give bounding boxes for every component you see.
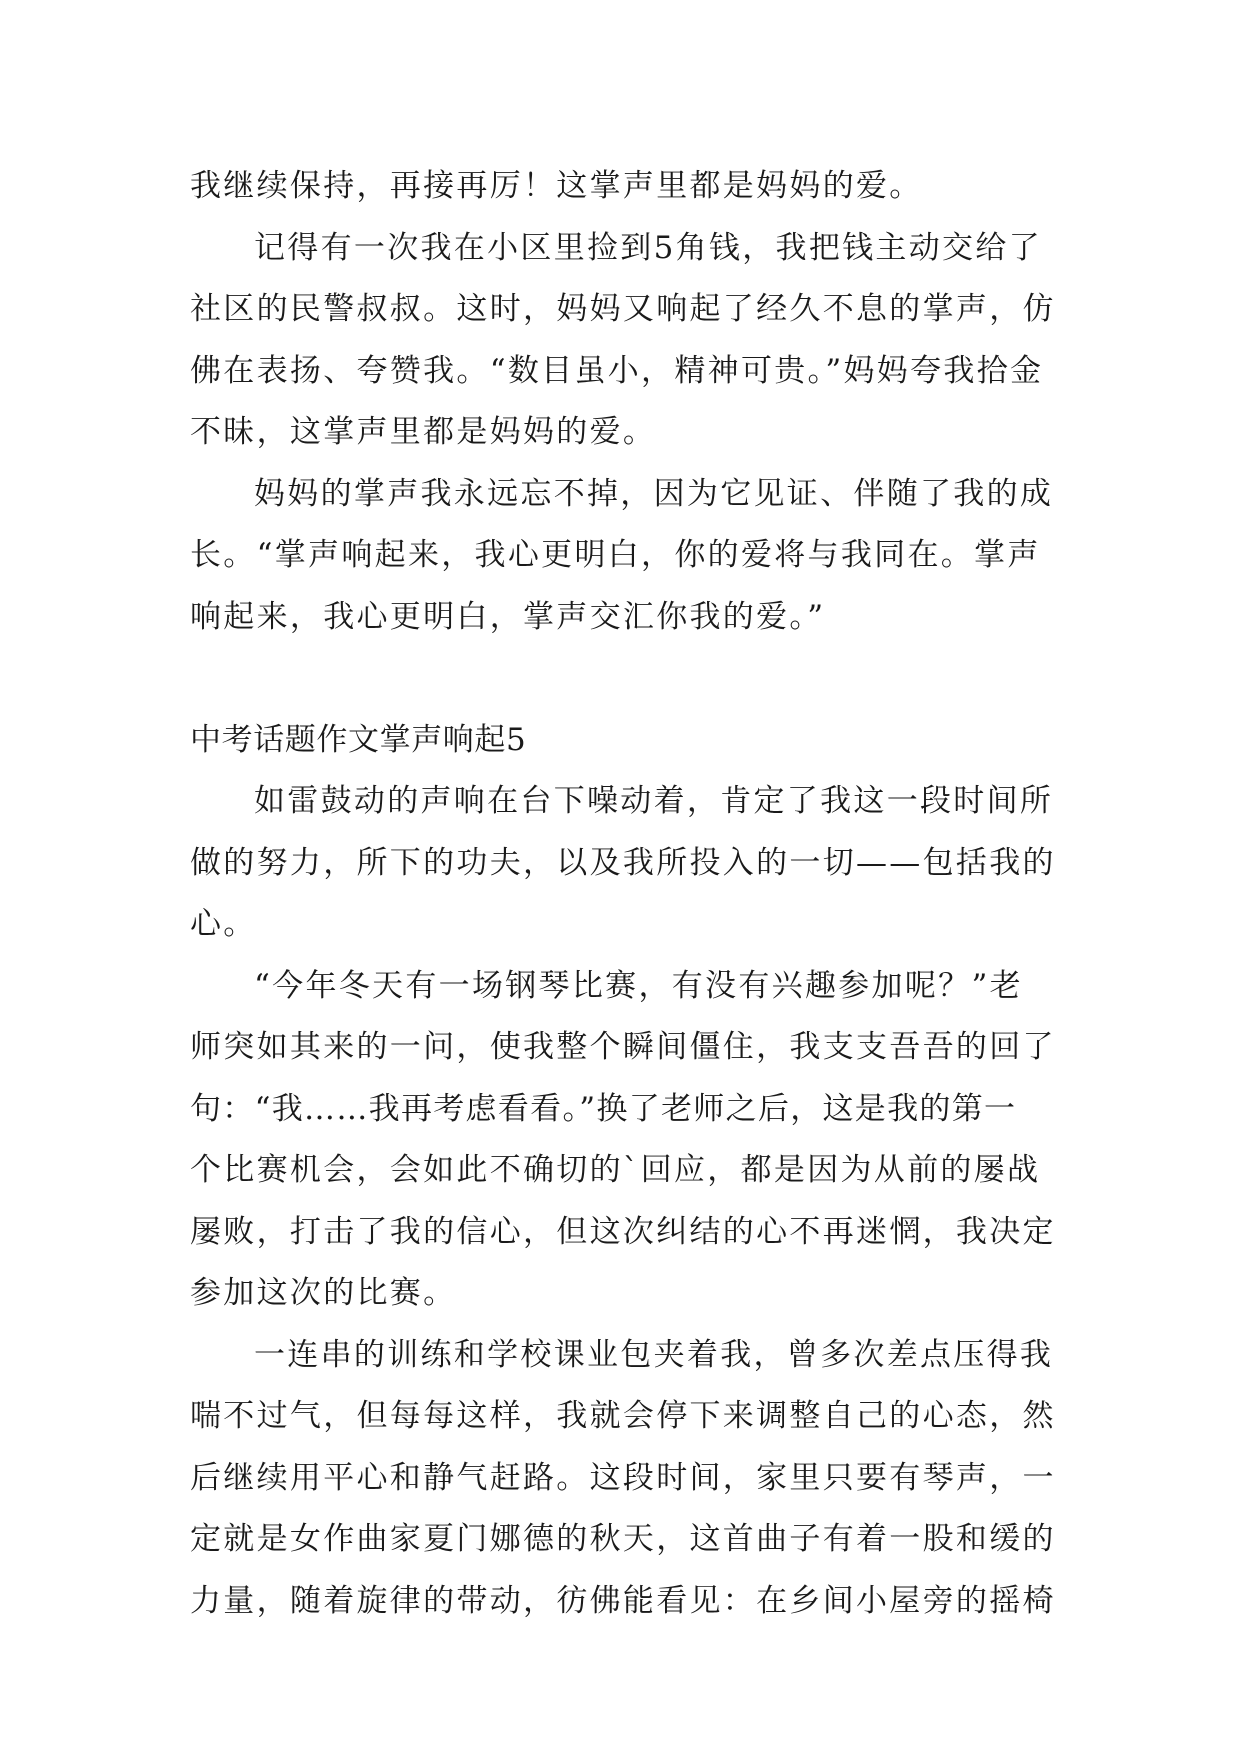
document-body	[190, 156, 1056, 1632]
text-line: 佛在表扬、夸赞我。“数目虽小，精神可贵。”妈妈夸我拾金	[190, 352, 1044, 389]
text-line: 师突如其来的一问，使我整个瞬间僵住，我支支吾吾的回了	[190, 1029, 1056, 1065]
section-heading: 中考话题作文掌声响起5	[190, 721, 527, 758]
text-line: 喘不过气，但每每这样，我就会停下来调整自己的心态，然	[190, 1398, 1056, 1434]
paragraph	[190, 464, 1054, 649]
text-line: 力量，随着旋律的带动，彷佛能看见：在乡间小屋旁的摇椅	[190, 1582, 1056, 1619]
text-line: 屡败，打击了我的信心，但这次纠结的心不再迷惘，我决定	[190, 1213, 1056, 1250]
paragraph-spacer	[190, 648, 1050, 710]
text-line: 个比赛机会，会如此不确切的`回应，都是因为从前的屡战	[190, 1152, 1041, 1188]
text-line: 后继续用平心和静气赶路。这段时间，家里只要有琴声，一	[190, 1459, 1056, 1496]
text-line: 句：“我……我再考虑看看。”换了老师之后，这是我的第一	[190, 1090, 1017, 1127]
text-line: 记得有一次我在小区里捡到5角钱，我把钱主动交给了	[254, 229, 1042, 266]
text-line: 响起来，我心更明白，掌声交汇你我的爱。”	[190, 598, 826, 635]
text-line: 心。	[190, 906, 257, 942]
text-line: 如雷鼓动的声响在台下噪动着，肯定了我这一段时间所	[254, 783, 1054, 819]
paragraph	[190, 1325, 1056, 1633]
text-line: 不昧，这掌声里都是妈妈的爱。	[190, 414, 657, 450]
paragraph	[190, 771, 1056, 956]
text-line: “今年冬天有一场钢琴比赛，有没有兴趣参加呢？”老	[254, 967, 1023, 1004]
text-line: 长。“掌声响起来，我心更明白，你的爱将与我同在。掌声	[190, 537, 1041, 573]
text-line: 妈妈的掌声我永远忘不掉，因为它见证、伴随了我的成	[254, 475, 1054, 512]
paragraph	[190, 956, 1056, 1325]
text-line: 社区的民警叔叔。这时，妈妈又响起了经久不息的掌声，仿	[190, 291, 1056, 327]
text-line: 我继续保持，再接再厉！这掌声里都是妈妈的爱。	[190, 168, 923, 204]
text-line: 定就是女作曲家夏门娜德的秋天，这首曲子有着一股和缓的	[190, 1521, 1056, 1557]
paragraph	[190, 156, 1050, 218]
text-line: 参加这次的比赛。	[190, 1275, 457, 1311]
paragraph	[190, 218, 1056, 464]
text-line: 做的努力，所下的功夫，以及我所投入的一切——包括我的	[190, 844, 1056, 881]
text-line: 一连串的训练和学校课业包夹着我，曾多次差点压得我	[254, 1336, 1054, 1373]
